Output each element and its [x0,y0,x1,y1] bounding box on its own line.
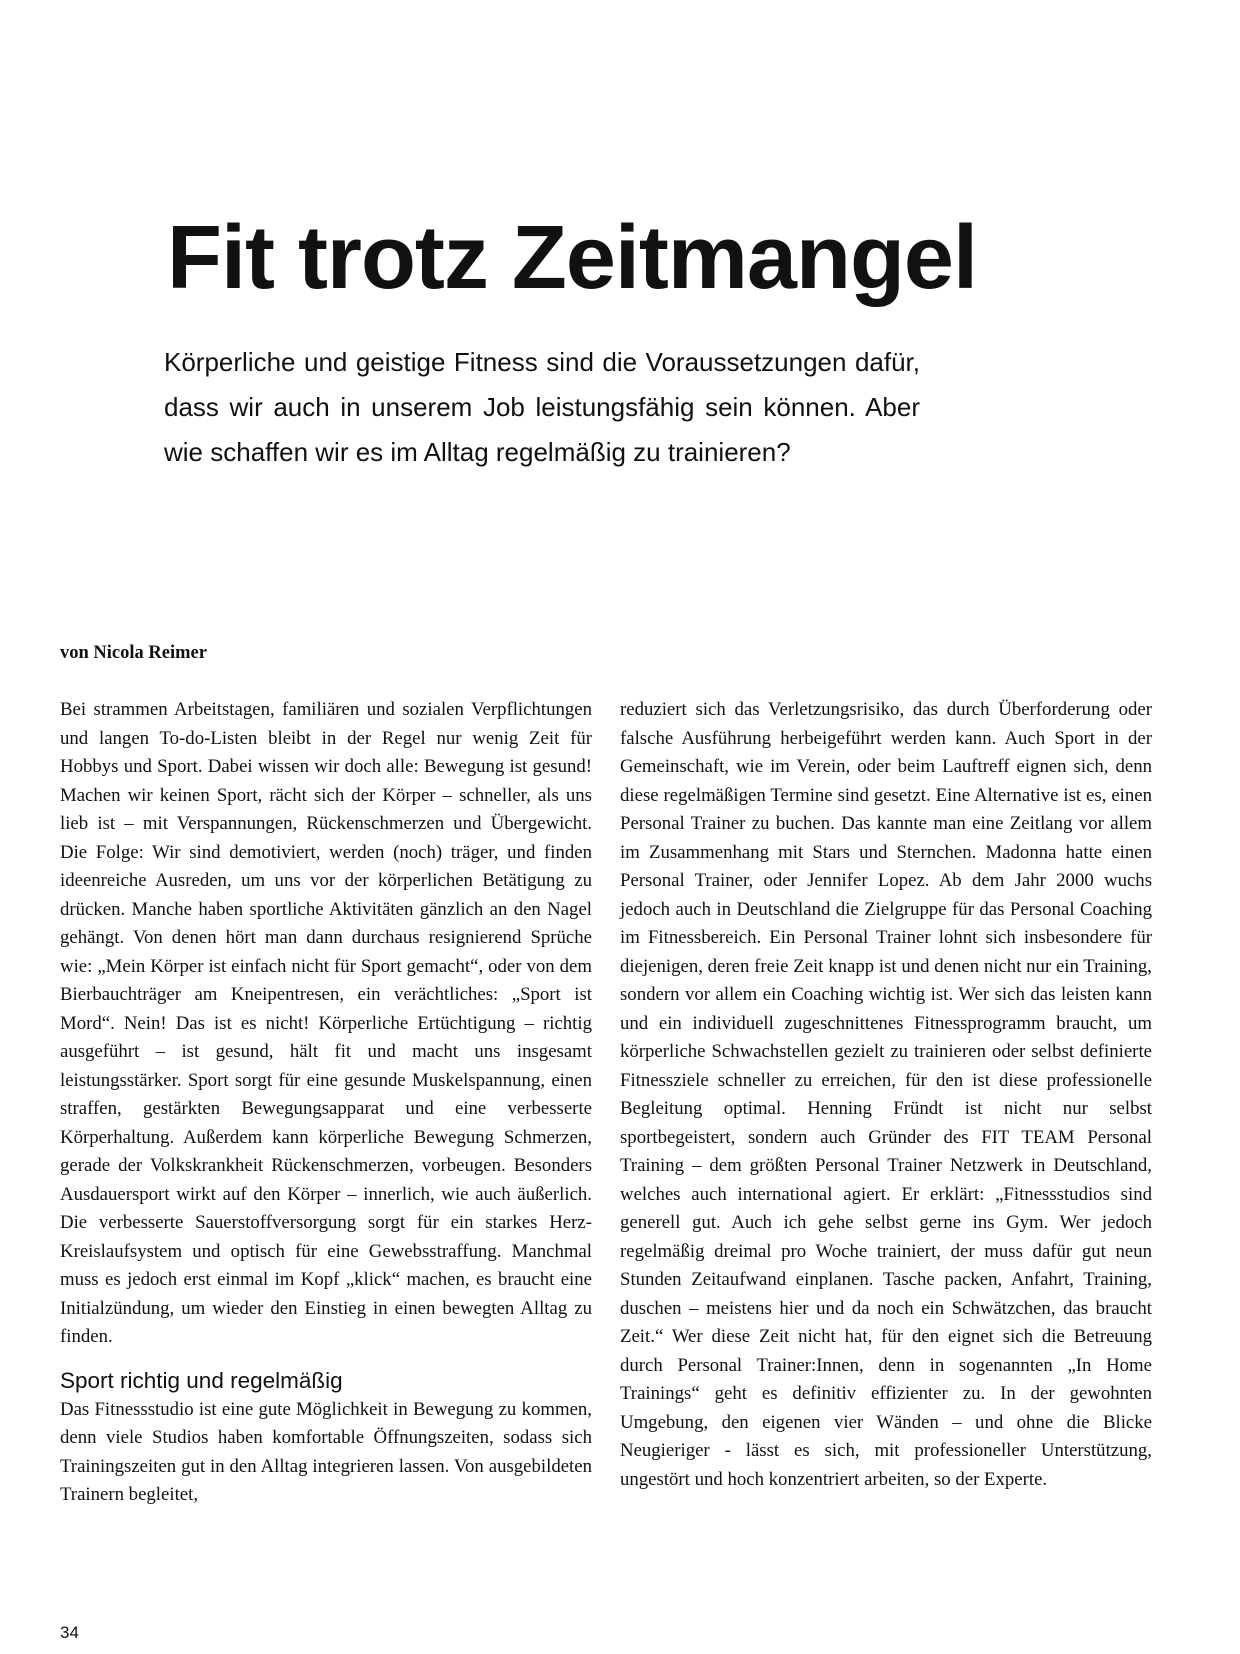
text-column-right [620,696,1152,1494]
text-column-left [60,696,592,1510]
body-paragraph: Bei strammen Arbeitstagen, familiären und sozialen Verpflichtungen und langen To-do-Listen bleibt in der Regel nur wenig Zeit für Hobbys und Sport. Dabei wissen wir doch alle: Bewegung ist gesund! Machen wir keinen Sport, rächt sich der Körper – schneller, als uns lieb ist – mit Verspannungen, Rückenschmerzen und Übergewicht. Die Folge: Wir sind demotiviert, werden (noch) träger, und finden ideenreiche Ausreden, um uns vor der körperlichen Betätigung zu drücken. Manche haben sportliche Aktivitäten gänzlich an den Nagel gehängt. Von denen hört man dann durchaus resignierend Sprüche wie: „Mein Körper ist einfach nicht für Sport gemacht“, oder von dem Bierbauchträger am Kneipentresen, ein verächtliches: „Sport ist Mord“. Nein! Das ist es nicht! Körperliche Ertüchtigung – richtig ausgeführt – ist gesund, hält fit und macht uns insgesamt leistungsstärker. Sport sorgt für eine gesunde Muskelspannung, einen straffen, gestärkten Bewegungsapparat und eine verbesserte Körperhaltung. Außerdem kann körperliche Bewegung Schmerzen, gerade der Volkskrankheit Rückenschmerzen, vorbeugen. Besonders Ausdauersport wirkt auf den Körper – innerlich, wie auch äußerlich. Die verbesserte Sauerstoffversorgung sorgt für ein starkes Herz-Kreislaufsystem und optisch für eine Gewebsstraffung. Manchmal muss es jedoch erst einmal im Kopf „klick“ machen, es braucht eine Initialzündung, um wieder den Einstieg in einen bewegten Alltag zu finden. [60,699,592,1347]
body-paragraph: reduziert sich das Verletzungsrisiko, das durch Überforderung oder falsche Ausführung herbeigeführt werden kann. Auch Sport in der Gemeinschaft, wie im Verein, oder beim Lauftreff eignen sich, denn diese regelmäßigen Termine sind gesetzt. Eine Alternative ist es, einen Personal Trainer zu buchen. Das kannte man eine Zeitlang vor allem im Zusammenhang mit Stars und Sternchen. Madonna hatte einen Personal Trainer, oder Jennifer Lopez. Ab dem Jahr 2000 wuchs jedoch auch in Deutschland die Zielgruppe für das Personal Coaching im Fitnessbereich. Ein Personal Trainer lohnt sich insbesondere für diejenigen, deren freie Zeit knapp ist und denen nicht nur ein Training, sondern vor allem ein Coaching wichtig ist. Wer sich das leisten kann und ein individuell zugeschnittenes Fitnessprogramm braucht, um körperliche Schwachstellen gezielt zu trainieren oder selbst definierte Fitnessziele schneller zu erreichen, für den ist diese professionelle Begleitung optimal. Henning Fründt ist nicht nur selbst sportbegeistert, sondern auch Gründer des FIT TEAM Personal Training – dem größten Personal Trainer Netzwerk in Deutschland, welches auch international agiert. Er erklärt: „Fitnessstudios sind generell gut. Auch ich gehe selbst gerne ins Gym. Wer jedoch regelmäßig dreimal pro Woche trainiert, der muss dafür gut neun Stunden Zeitaufwand einplanen. Tasche packen, Anfahrt, Training, duschen – meistens hier und da noch ein Schwätzchen, das braucht Zeit.“ Wer diese Zeit nicht hat, für den eignet sich die Betreuung durch Personal Trainer:Innen, denn in sogenannten „In Home Trainings“ geht es definitiv effizienter zu. In der gewohnten Umgebung, den eigenen vier Wänden – und ohne die Blicke Neugieriger - lässt es sich, mit professioneller Unterstützung, ungestört und hoch konzentriert arbeiten, so der Experte. [620,699,1152,1490]
article-title: Fit trotz Zeitmangel [167,208,977,308]
body-paragraph: Das Fitnessstudio ist eine gute Möglichkeit in Bewegung zu kommen, denn viele Studios haben komfortable Öffnungszeiten, sodass sich Trainingszeiten gut in den Alltag integrieren lassen. Von ausgebildeten Trainern begleitet, [60,1398,592,1505]
article-author: von Nicola Reimer [60,643,207,663]
article-lead: Körperliche und geistige Fitness sind die Voraussetzungen dafür, dass wir auch in unserem Job leistungsfähig sein können. Aber wie schaffen wir es im Alltag regelmäßig zu trainieren? [164,347,920,467]
section-subheading: Sport richtig und regelmäßig [60,1367,343,1393]
page-number: 34 [60,1623,79,1642]
